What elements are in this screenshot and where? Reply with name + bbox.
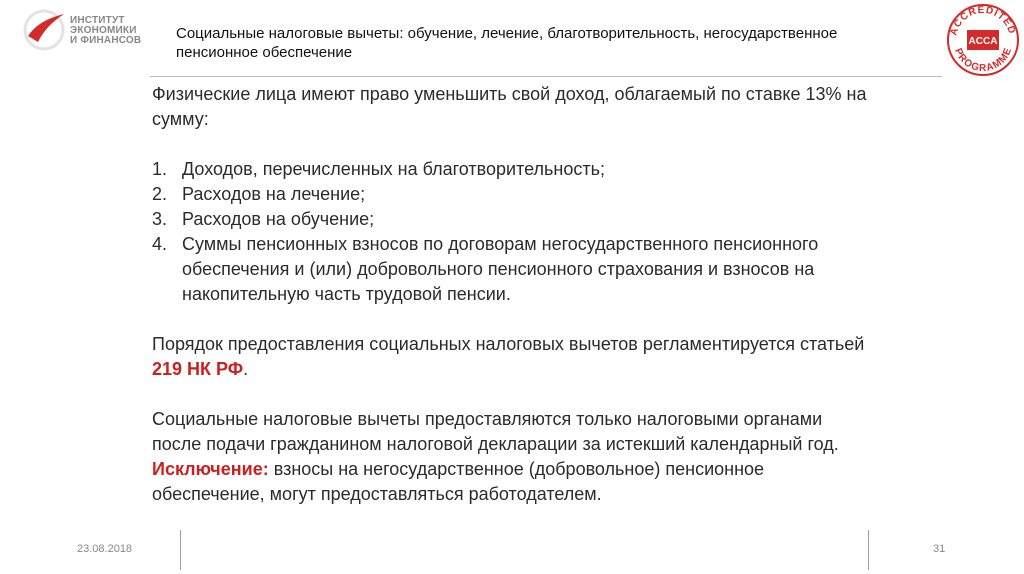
badge-center-text: ACCA — [968, 36, 998, 47]
acca-accredited-badge — [944, 2, 1022, 78]
order-line-2 — [152, 357, 942, 382]
footer-divider-right — [868, 530, 869, 570]
list-item — [152, 182, 942, 207]
order-period: . — [243, 359, 249, 379]
list-number: 4. — [152, 234, 168, 254]
order-line-1: Порядок предоставления социальных налоговых вычетов регламентируется статьей — [152, 334, 865, 354]
logo-line-3: И ФИНАНСОВ — [70, 35, 142, 46]
logo-line-1: ИНСТИТУТ — [70, 15, 125, 26]
list-item — [152, 232, 942, 307]
slide-title — [176, 24, 876, 62]
header-divider — [150, 76, 942, 77]
exception-line-1 — [152, 457, 942, 482]
list-number: 2. — [152, 184, 168, 204]
list-number: 1. — [152, 159, 168, 179]
logo-swoosh-icon — [22, 6, 68, 52]
exception-text-1: взносы на негосударственное (добровольное) пенсионное — [268, 459, 765, 479]
deduction-list — [152, 157, 942, 307]
exception-line-2: обеспечение, могут предоставляться работодателем. — [152, 484, 602, 504]
provide-line-1: Социальные налоговые вычеты предоставляются только налоговыми органами — [152, 409, 823, 429]
logo-line-2: ЭКОНОМИКИ — [70, 25, 137, 36]
list-text: Доходов, перечисленных на благотворительность; — [182, 159, 605, 179]
list-text-line: обеспечения и (или) добровольного пенсионного страхования и взносов на — [182, 259, 815, 279]
intro-line-1: Физические лица имеют право уменьшить свой доход, облагаемый по ставке 13% на — [152, 84, 867, 104]
list-text-line: накопительную часть трудовой пенсии. — [182, 284, 511, 304]
slide-body — [152, 82, 942, 507]
badge-bottom-text: PROGRAMME — [952, 45, 1015, 75]
list-text: Расходов на обучение; — [182, 209, 375, 229]
page-number: 31 — [933, 543, 946, 555]
provide-line-2: после подачи гражданином налоговой декларации за истекший календарный год. — [152, 434, 839, 454]
list-item — [152, 207, 942, 232]
institute-logo — [22, 6, 142, 58]
list-text: Расходов на лечение; — [182, 184, 366, 204]
slide-title-line-1: Социальные налоговые вычеты: обучение, лечение, благотворительность, негосударственное — [176, 25, 838, 42]
footer-date: 23.08.2018 — [77, 543, 133, 555]
tax-code-reference: 219 НК РФ — [152, 359, 244, 379]
logo-text — [70, 16, 141, 46]
footer-divider-left — [180, 530, 181, 570]
list-item — [152, 157, 942, 182]
intro-line-2: сумму: — [152, 109, 209, 129]
badge-top-text: ACCREDITED — [948, 4, 1018, 37]
list-text-line: Суммы пенсионных взносов по договорам негосударственного пенсионного — [182, 234, 819, 254]
exception-label: Исключение: — [152, 459, 269, 479]
slide-title-line-2: пенсионное обеспечение — [176, 44, 353, 61]
list-number: 3. — [152, 209, 168, 229]
